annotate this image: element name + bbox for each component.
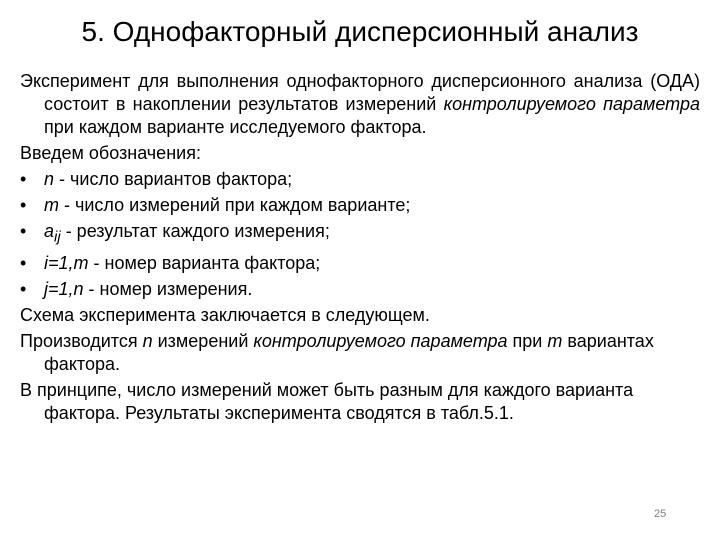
list-item bbox=[20, 220, 700, 249]
list-item bbox=[20, 278, 700, 301]
list-item bbox=[20, 252, 700, 275]
notation-heading: Введем обозначения: bbox=[20, 143, 201, 163]
intro-paragraph bbox=[20, 70, 700, 139]
notation-list bbox=[20, 168, 700, 301]
bullet-icon: • bbox=[20, 221, 27, 241]
notation-description: - результат каждого измерения; bbox=[60, 221, 330, 241]
notation-symbol: j=1,n bbox=[44, 278, 84, 299]
produce-text-3: при bbox=[507, 330, 548, 351]
produce-italic-m: m bbox=[547, 330, 563, 351]
produce-italic-n: n bbox=[142, 330, 153, 351]
produce-italic-term: контролируемого параметра bbox=[253, 330, 508, 351]
intro-text-2: при каждом варианте исследуемого фактора. bbox=[44, 117, 427, 137]
notation-symbol: i=1,m bbox=[44, 252, 89, 273]
subscript-text: ij bbox=[54, 228, 61, 246]
notation-symbol: n bbox=[44, 169, 55, 189]
scheme-paragraph: Схема эксперимента заключается в следующем. bbox=[20, 304, 430, 325]
notation-symbol: a bbox=[44, 221, 55, 241]
intro-italic-term: контролируемого параметра bbox=[443, 94, 700, 114]
principle-paragraph: В принципе, число измерений может быть разным для каждого варианта фактора. Результаты эксперимента сводятся в табл.5.1. bbox=[20, 379, 634, 423]
produce-text-1: Производится bbox=[20, 330, 143, 351]
bullet-icon: • bbox=[20, 278, 27, 299]
page-number: 25 bbox=[654, 508, 667, 520]
notation-subscript bbox=[54, 229, 61, 246]
produce-paragraph bbox=[20, 330, 700, 376]
list-item bbox=[20, 194, 700, 217]
notation-description: - номер варианта фактора; bbox=[88, 252, 321, 273]
bullet-icon: • bbox=[20, 169, 27, 189]
notation-symbol: m bbox=[44, 195, 59, 215]
notation-description: - число вариантов фактора; bbox=[54, 169, 293, 189]
bullet-icon: • bbox=[20, 195, 27, 215]
intro-text-1: Эксперимент для выполнения однофакторного дисперсионного анализа (ОДА) состоит в накоплении результатов измерений bbox=[20, 71, 700, 114]
slide-content bbox=[20, 70, 700, 428]
produce-text-4: вариантах фактора. bbox=[44, 330, 654, 374]
slide-title: 5. Однофакторный дисперсионный анализ bbox=[81, 16, 639, 47]
bullet-icon: • bbox=[20, 252, 27, 273]
notation-description: - номер измерения. bbox=[83, 278, 253, 299]
notation-description: - число измерений при каждом варианте; bbox=[59, 195, 411, 215]
list-item bbox=[20, 168, 700, 191]
produce-text-2: измерений bbox=[152, 330, 254, 351]
